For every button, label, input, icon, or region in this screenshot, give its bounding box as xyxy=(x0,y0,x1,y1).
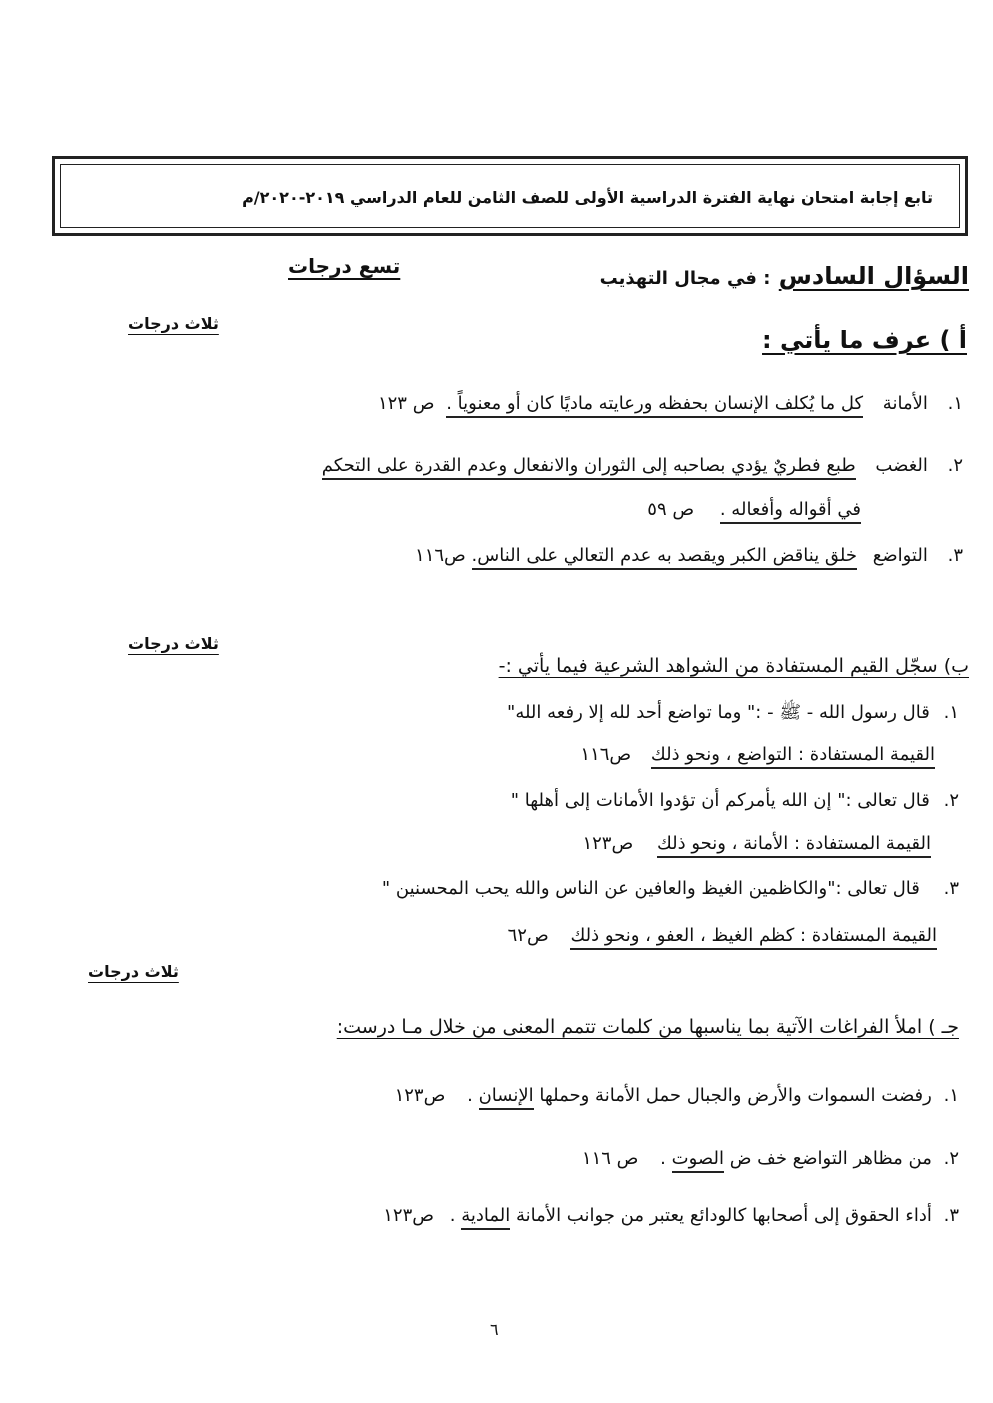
question-label: السؤال السادس xyxy=(778,262,969,290)
part-a-item-1 xyxy=(378,393,963,414)
term: الأمانة xyxy=(882,393,928,414)
fill-answer: الإنسان xyxy=(479,1085,534,1110)
part-c-marks: ثلاث درجات xyxy=(88,962,179,981)
term: الغضب xyxy=(875,455,928,476)
part-a-item-2-continued xyxy=(647,499,861,520)
sentence-before: أداء الحقوق إلى أصحابها كالودائع يعتبر من جوانب الأمانة xyxy=(516,1205,932,1226)
part-c-item-1 xyxy=(395,1085,959,1106)
item-number: ١. xyxy=(947,393,963,414)
fill-answer: الصوت xyxy=(672,1148,724,1173)
sentence-after: . xyxy=(660,1148,666,1169)
evidence-text: قال تعالى :"والكاظمين الغيظ والعافين عن الناس والله يحب المحسنين " xyxy=(381,878,920,899)
exam-header-title: تابع إجابة امتحان نهاية الفترة الدراسية الأولى للصف الثامن للعام الدراسي ٢٠١٩-٢٠٢٠/م xyxy=(242,188,933,207)
page-reference: ص ٥٩ xyxy=(647,499,695,520)
sentence-before: رفضت السموات والأرض والجبال حمل الأمانة وحملها xyxy=(539,1085,932,1106)
term: التواضع xyxy=(872,545,928,566)
part-b-item-2 xyxy=(511,790,959,811)
item-number: ٢. xyxy=(943,790,959,811)
page-reference: ص٦٢ xyxy=(507,925,549,946)
part-b-item-1 xyxy=(507,701,959,727)
part-b-item-3 xyxy=(382,878,959,899)
page-reference: ص١٢٣ xyxy=(582,833,634,854)
evidence-text: قال رسول الله - ﷺ - :" وما تواضع أحد لله إلا رفعه الله" xyxy=(507,702,930,723)
item-number: ٣. xyxy=(947,545,963,566)
question-total-marks: تسع درجات xyxy=(288,254,401,278)
part-b-item-3-value xyxy=(508,925,937,946)
question-field: : في مجال التهذيب xyxy=(599,268,771,289)
item-number: ١. xyxy=(943,702,959,723)
part-b-heading: ب) سجّل القيم المستفادة من الشواهد الشرعية فيما يأتي :- xyxy=(498,655,969,677)
page-reference: ص١١٦ xyxy=(580,744,632,765)
fill-answer: المادية xyxy=(461,1205,510,1230)
sentence-after: . xyxy=(449,1205,456,1226)
definition: كل ما يُكلف الإنسان بحفظه ورعايته ماديًا كان أو معنوياً . xyxy=(446,393,863,418)
evidence-text: قال تعالى :" إن الله يأمركم أن تؤدوا الأمانات إلى أهلها " xyxy=(510,790,930,811)
part-c-item-3 xyxy=(383,1205,959,1226)
item-number: ٣. xyxy=(943,1205,959,1226)
part-b-item-1-value xyxy=(580,744,935,765)
item-number: ٢. xyxy=(943,1148,959,1169)
derived-value: القيمة المستفادة : الأمانة ، ونحو ذلك xyxy=(657,833,931,858)
part-a-marks: ثلاث درجات xyxy=(128,314,219,333)
part-a-item-3 xyxy=(415,545,963,566)
question-label-group xyxy=(600,262,969,290)
page-reference: ص ١٢٣ xyxy=(377,393,435,414)
sentence-after: . xyxy=(467,1085,473,1106)
item-number: ٢. xyxy=(947,455,963,476)
part-b-item-2-value xyxy=(582,833,931,854)
definition: خلق يناقض الكبر ويقصد به عدم التعالي على الناس. xyxy=(472,545,857,570)
part-c-item-2 xyxy=(582,1148,959,1169)
definition: طبع فطريٌ يؤدي بصاحبه إلى الثوران والانفعال وعدم القدرة على التحكم xyxy=(322,455,856,480)
part-b-marks: ثلاث درجات xyxy=(128,634,219,653)
definition-continued: في أقواله وأفعاله . xyxy=(720,499,861,524)
page-reference: ص١١٦ xyxy=(415,545,466,566)
derived-value: القيمة المستفادة : كظم الغيظ ، العفو ، ونحو ذلك xyxy=(570,925,937,950)
page-reference: ص١٢٣ xyxy=(383,1205,435,1226)
page-reference: ص ١١٦ xyxy=(581,1148,639,1169)
item-number: ٣. xyxy=(943,878,959,899)
page-reference: ص١٢٣ xyxy=(394,1085,446,1106)
page-number: ٦ xyxy=(490,1320,499,1339)
part-c-heading: جـ ) املأ الفراغات الآتية بما يناسبها من كلمات تتمم المعنى من خلال مـا درست: xyxy=(336,1016,959,1038)
part-a-item-2 xyxy=(322,455,963,476)
part-a-heading: أ ) عرف ما يأتي : xyxy=(762,326,967,354)
item-number: ١. xyxy=(943,1085,959,1106)
sentence-before: من مظاهر التواضع خف ض xyxy=(729,1148,932,1169)
derived-value: القيمة المستفادة : التواضع ، ونحو ذلك xyxy=(651,744,935,769)
